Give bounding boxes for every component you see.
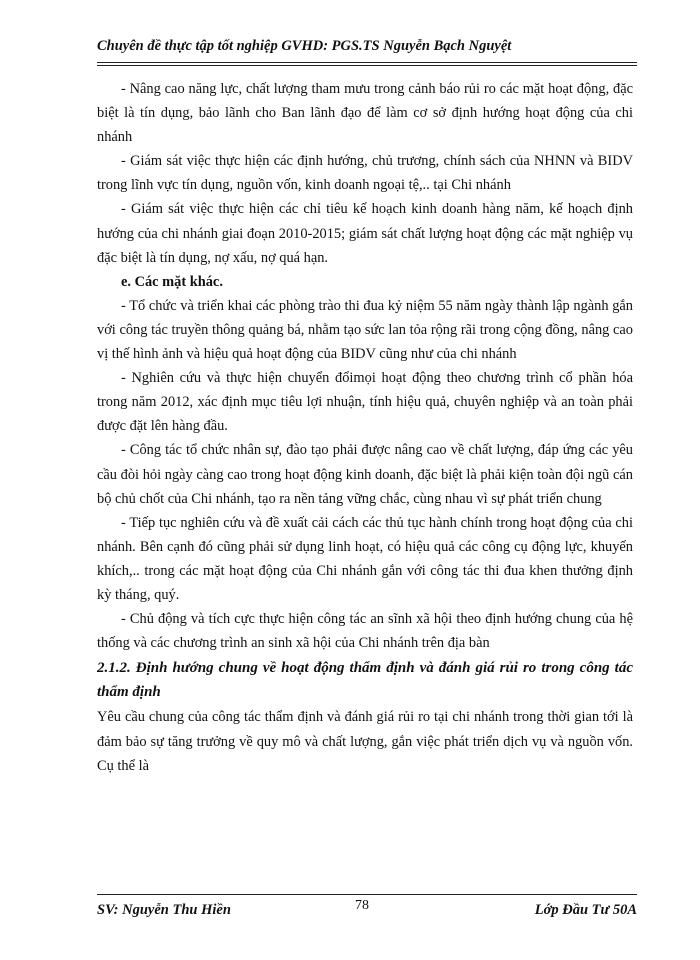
footer-rule: [97, 894, 637, 895]
paragraph: - Giám sát việc thực hiện các chỉ tiêu kế hoạch kinh doanh hàng năm, kế hoạch định hướng của chi nhánh giai đoạn 2010-2015; giám sát chất lượng hoạt động các mặt nghiệp vụ đặc biệt là tín dụng, nợ xấu, nợ quá hạn.: [97, 201, 633, 266]
header-rule-thick: [97, 62, 637, 63]
paragraph: - Công tác tổ chức nhân sự, đào tạo phải được nâng cao về chất lượng, đáp ứng các yêu cầu đòi hỏi ngày càng cao trong hoạt động kinh doanh, đặc biệt là phải kiện toàn đội ngũ cán bộ chủ chốt của Chi nhánh, tạo ra nền tảng vững chắc, cùng nhau vì sự phát triển chung: [97, 442, 633, 507]
paragraph: - Tổ chức và triển khai các phòng trào thi đua kỷ niệm 55 năm ngày thành lập ngành gắn với công tác truyền thông quảng bá, nhằm tạo sức lan tỏa rộng rãi trong cộng đồng, nâng cao vị thế hình ảnh và hiệu quả hoạt động của BIDV cũng như của chi nhánh: [97, 297, 633, 363]
paragraph: - Nghiên cứu và thực hiện chuyển đổimọi hoạt động theo chương trình cổ phần hóa trong năm 2012, xác định mục tiêu lợi nhuận, tính hiệu quả, chuyên nghiệp và an toàn phải được đặt lên hàng đầu.: [97, 370, 633, 435]
section-heading: 2.1.2. Định hướng chung về hoạt động thẩm định và đánh giá rủi ro trong công tác thẩm định: [97, 660, 633, 701]
footer-class: Lớp Đầu Tư 50A: [534, 902, 637, 918]
document-body: [97, 77, 633, 778]
paragraph: - Tiếp tục nghiên cứu và đề xuất cải cách các thủ tục hành chính trong hoạt động của chi nhánh. Bên cạnh đó cũng phải sử dụng linh hoạt, có hiệu quả các công cụ động lực, khuyến khích,.. trong các mặt hoạt động của Chi nhánh gắn với công tác thi đua khen thưởng định kỳ tháng, quý.: [97, 514, 633, 603]
page-number: 78: [355, 898, 369, 913]
footer-student: SV: Nguyễn Thu Hiền: [97, 902, 231, 918]
paragraph: - Giám sát việc thực hiện các định hướng, chủ trương, chính sách của NHNN và BIDV trong lĩnh vực tín dụng, nguồn vốn, kinh doanh ngoại tệ,.. tại Chi nhánh: [97, 153, 633, 194]
paragraph: - Nâng cao năng lực, chất lượng tham mưu trong cảnh báo rủi ro các mặt hoạt động, đặc biệt là tín dụng, bảo lãnh cho Ban lãnh đạo để làm cơ sở định hướng hoạt động của chi nhánh: [97, 81, 633, 146]
paragraph: Yêu cầu chung của công tác thẩm định và đánh giá rủi ro tại chi nhánh trong thời gian tới là đảm bảo sự tăng trưởng về quy mô và chất lượng, gắn việc phát triển dịch vụ và nguồn vốn. Cụ thể là: [97, 709, 633, 774]
page-header: Chuyên đề thực tập tốt nghiệp GVHD: PGS.TS Nguyễn Bạch Nguyệt: [97, 38, 512, 54]
subsection-heading: e. Các mặt khác.: [121, 273, 223, 290]
paragraph: - Chủ động và tích cực thực hiện công tác an sĩnh xã hội theo định hướng chung của hệ thống và các chương trình an sinh xã hội của Chi nhánh trên địa bàn: [97, 611, 633, 652]
header-rule-thin: [97, 65, 637, 66]
